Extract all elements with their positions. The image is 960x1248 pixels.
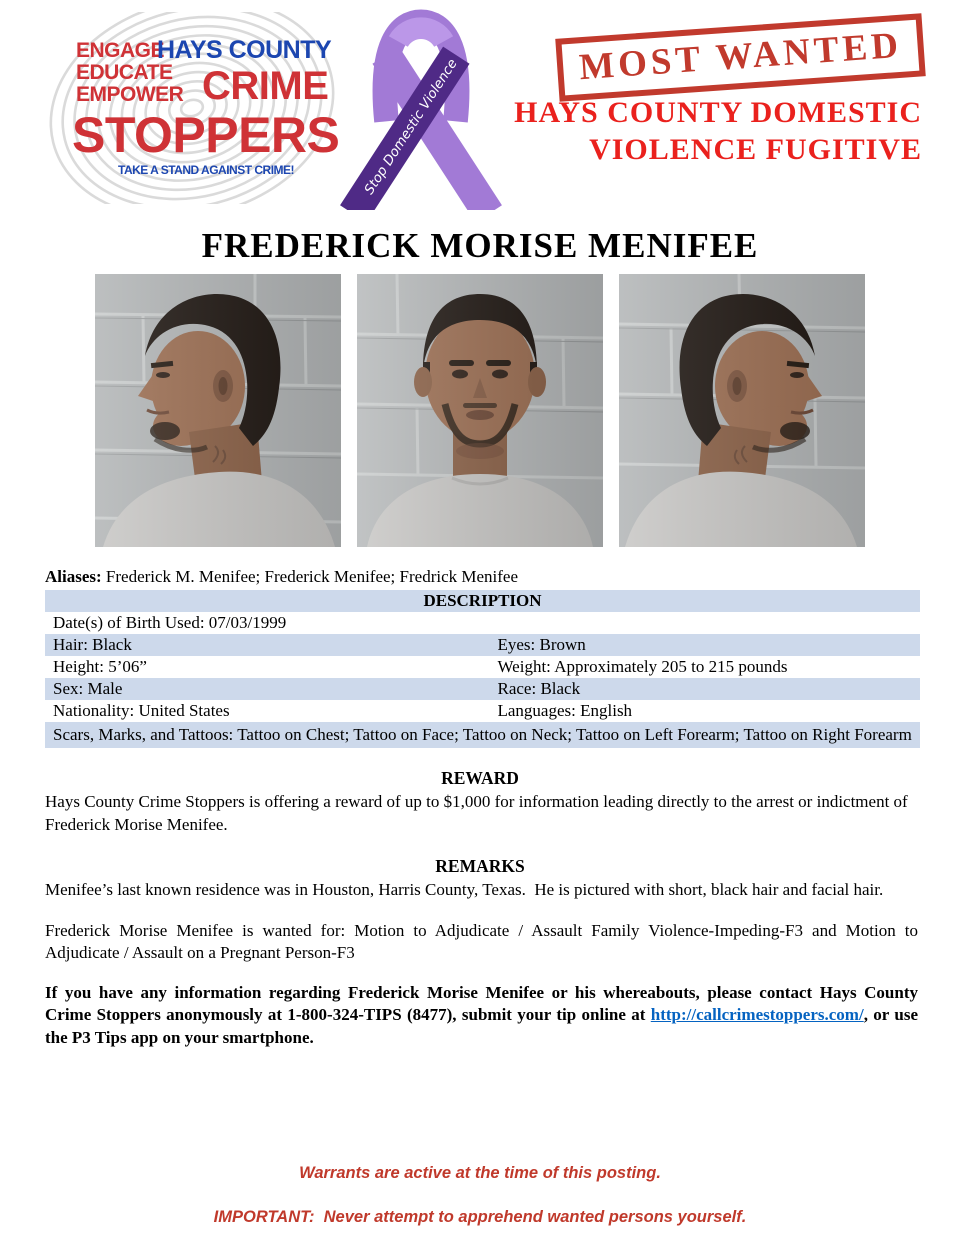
aliases-label: Aliases: — [45, 567, 102, 586]
contact-text-after: , or use the P3 Tips app on your smartphone. — [45, 1005, 918, 1047]
table-cell: Race: Black — [497, 679, 581, 698]
mugshot-front — [357, 274, 603, 547]
logo-org-line1: HAYS COUNTY — [157, 36, 332, 64]
most-wanted-stamp: MOST WANTED — [555, 13, 926, 101]
subject-name: FREDERICK MORISE MENIFEE — [201, 226, 759, 265]
mugshot-row — [0, 274, 960, 547]
table-row-hair-eyes — [45, 634, 920, 656]
logo-word-educate: EDUCATE — [76, 61, 173, 84]
logo-org-line3: STOPPERS — [72, 107, 340, 163]
tip-link[interactable]: http://callcrimestoppers.com/ — [650, 1005, 864, 1024]
mugshot-right-profile — [619, 274, 865, 547]
table-cell: Scars, Marks, and Tattoos: Tattoo on Chest; Tattoo on Face; Tattoo on Neck; Tattoo on Left Forearm; Tattoo on Right Forearm — [53, 725, 912, 744]
description-table — [45, 590, 920, 748]
domestic-violence-ribbon-icon — [337, 8, 505, 210]
table-row-nationality-languages — [45, 700, 920, 722]
reward-text: Hays County Crime Stoppers is offering a reward of up to $1,000 for information leading directly to the arrest or indictment of Frederick Morise Menifee. — [45, 792, 908, 834]
headline-line1: HAYS COUNTY DOMESTIC — [514, 96, 922, 129]
remarks-heading: REMARKS — [435, 856, 525, 876]
poster-header — [0, 0, 960, 212]
table-cell: Date(s) of Birth Used: 07/03/1999 — [53, 613, 287, 632]
remarks-paragraph-2: Frederick Morise Menifee is wanted for: Motion to Adjudicate / Assault Family Violence-Impeding-F3 and Motion to Adjudicate / Assault on a Pregnant Person-F3 — [45, 920, 918, 962]
table-cell: Weight: Approximately 205 to 215 pounds — [497, 657, 788, 676]
table-row-scars-marks-tattoos — [45, 722, 920, 748]
logo-word-empower: EMPOWER — [76, 83, 184, 106]
contact-paragraph — [45, 982, 918, 1050]
headline-line2: VIOLENCE FUGITIVE — [589, 133, 922, 166]
remarks-paragraph-1: Menifee’s last known residence was in Houston, Harris County, Texas. He is pictured with short, black hair and facial hair. — [45, 880, 884, 899]
table-cell: Hair: Black — [53, 635, 132, 654]
mugshot-left-profile — [95, 274, 341, 547]
important-warning: IMPORTANT: Never attempt to apprehend wanted persons yourself. — [213, 1208, 747, 1226]
warrants-active-notice: Warrants are active at the time of this posting. — [299, 1164, 661, 1182]
aliases-line — [45, 567, 915, 587]
fugitive-headline — [514, 94, 922, 168]
table-cell: Languages: English — [497, 701, 633, 720]
logo-org-line2: CRIME — [202, 64, 329, 108]
table-cell: Nationality: United States — [53, 701, 230, 720]
reward-heading: REWARD — [441, 768, 519, 788]
table-cell: Sex: Male — [53, 679, 123, 698]
table-cell: Eyes: Brown — [497, 635, 586, 654]
contact-text-before: If you have any information regarding Frederick Morise Menifee or his whereabouts, please contact Hays County Crime Stoppers anonymously at 1-800-324-TIPS (8477), submit your tip online at — [45, 982, 918, 1024]
logo-word-engage: ENGAGE — [76, 39, 165, 62]
table-row-height-weight — [45, 656, 920, 678]
ribbon-label: Stop Domestic Violence — [362, 56, 461, 198]
crime-stoppers-logo — [52, 12, 342, 204]
aliases-value: Frederick M. Menifee; Frederick Menifee; Fredrick Menifee — [101, 567, 519, 586]
table-row-dob — [45, 612, 920, 634]
table-cell: Height: 5’06” — [53, 657, 147, 676]
table-row-sex-race — [45, 678, 920, 700]
description-header: DESCRIPTION — [45, 590, 920, 612]
logo-tagline: TAKE A STAND AGAINST CRIME! — [118, 163, 295, 177]
